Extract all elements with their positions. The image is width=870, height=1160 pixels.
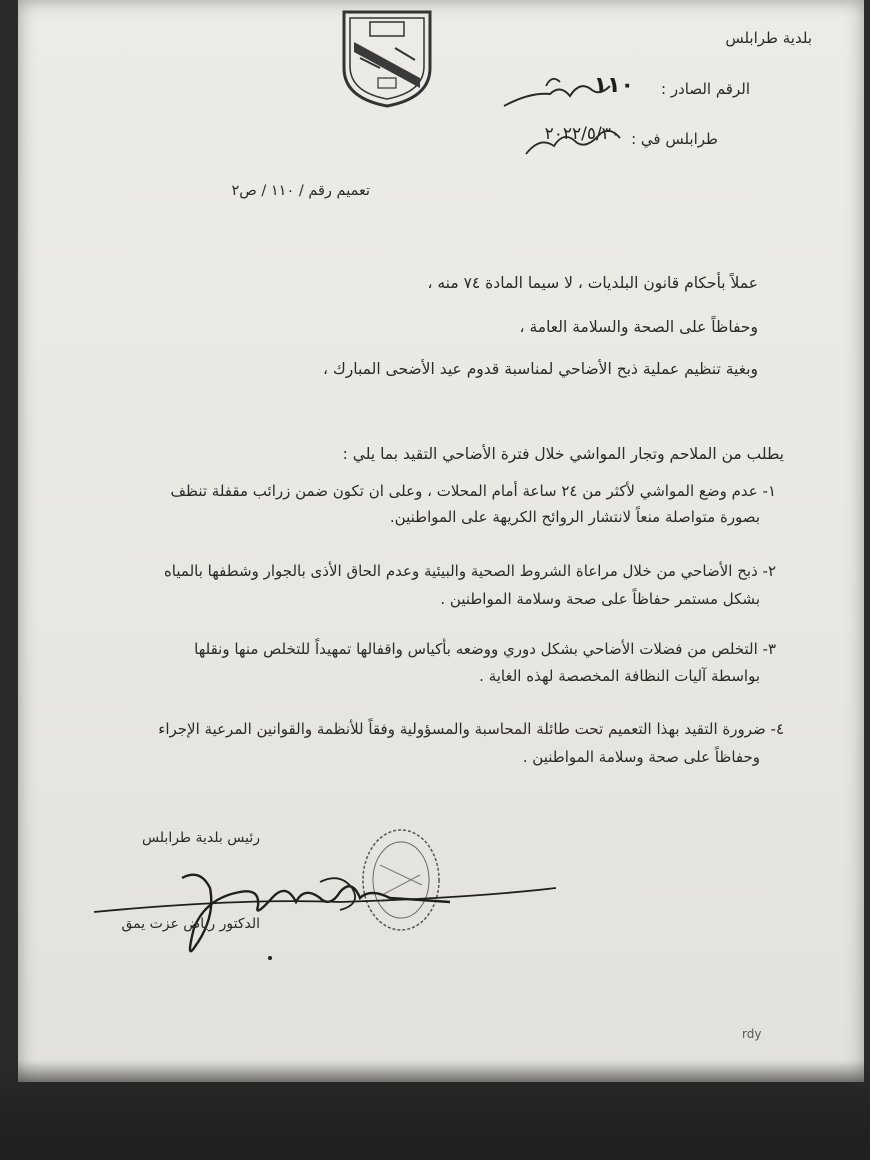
intro-line-2: وحفاظاً على الصحة والسلامة العامة ، bbox=[519, 318, 758, 336]
item-4-line-1: ٤- ضرورة التقيد بهذا التعميم تحت طائلة المحاسبة والمسؤولية وفقاً للأنظمة والقوانين المرعية الإجراء bbox=[158, 720, 784, 738]
date-value: ٢٠٢٢/٥/٣٠ bbox=[544, 124, 620, 144]
intro-line-1: عملاً بأحكام قانون البلديات ، لا سيما المادة ٧٤ منه ، bbox=[427, 274, 758, 292]
ref-number: ١١٠ bbox=[593, 73, 634, 98]
request-line: يطلب من الملاحم وتجار المواشي خلال فترة الأضاحي التقيد بما يلي : bbox=[342, 445, 784, 463]
signatory-title: رئيس بلدية طرابلس bbox=[141, 830, 260, 846]
item-2-line-2: بشكل مستمر حفاظاً على صحة وسلامة المواطنين . bbox=[440, 590, 760, 608]
circular-number: تعميم رقم / ١١٠ / ص٢ bbox=[231, 183, 370, 199]
signatory-name: الدكتور رياض عزت يمق bbox=[121, 916, 260, 932]
item-1-line-2: بصورة متواصلة منعاً لانتشار الروائح الكريهة على المواطنين. bbox=[389, 508, 760, 526]
footer-code: rdy bbox=[742, 1027, 762, 1041]
handwritten-signature-icon bbox=[90, 858, 560, 968]
date-label: طرابلس في : bbox=[631, 130, 718, 148]
handwritten-date-scribble-icon bbox=[520, 116, 630, 164]
item-2-line-1: ٢- ذبح الأضاحي من خلال مراعاة الشروط الصحية والبيئية وعدم الحاق الأذى بالجوار وشطفها بالمياه bbox=[163, 562, 776, 580]
municipality-name: بلدية طرابلس bbox=[725, 29, 812, 47]
municipality-logo-icon bbox=[340, 8, 434, 108]
intro-line-3: وبغية تنظيم عملية ذبح الأضاحي لمناسبة قدوم عيد الأضحى المبارك ، bbox=[323, 360, 758, 378]
item-4-line-2: وحفاظاً على صحة وسلامة المواطنين . bbox=[522, 748, 760, 766]
item-3-line-2: بواسطة آليات النظافة المخصصة لهذه الغاية . bbox=[479, 667, 760, 685]
handwritten-ref-scribble-icon bbox=[500, 66, 640, 116]
ref-label: الرقم الصادر : bbox=[661, 80, 750, 98]
item-1-line-1: ١- عدم وضع المواشي لأكثر من ٢٤ ساعة أمام المحلات ، وعلى ان تكون ضمن زرائب مقفلة تنظف bbox=[170, 482, 776, 500]
item-3-line-1: ٣- التخلص من فضلات الأضاحي بشكل دوري ووضعه بأكياس واقفالها تمهيداً للتخلص منها ونقلها bbox=[194, 640, 776, 658]
page-shadow bbox=[0, 1060, 870, 1160]
